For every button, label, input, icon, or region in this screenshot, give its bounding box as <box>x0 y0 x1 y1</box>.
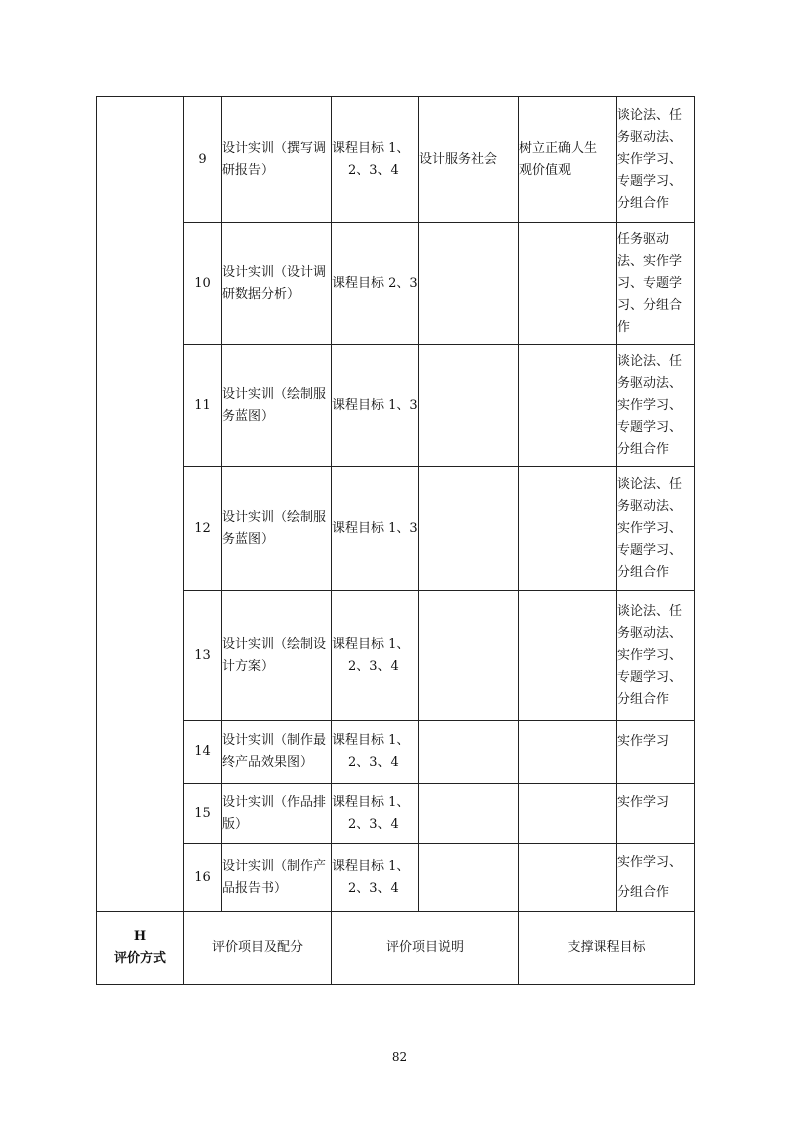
evaluation-header-row <box>97 912 695 985</box>
value-goal <box>519 223 617 345</box>
teaching-method: 谈论法、任 务驱动法、 实作学习、 专题学习、 分组合作 <box>617 591 695 721</box>
supporting-goals-header: 支撑课程目标 <box>519 912 695 985</box>
row-number: 11 <box>184 345 222 467</box>
evaluation-section-label <box>97 912 184 985</box>
section-title: 评价方式 <box>113 951 166 966</box>
table-row <box>97 223 695 345</box>
row-number: 12 <box>184 467 222 591</box>
table-row <box>97 844 695 912</box>
row-number: 10 <box>184 223 222 345</box>
table-row <box>97 97 695 223</box>
row-number: 16 <box>184 844 222 912</box>
table-row <box>97 721 695 784</box>
course-goal: 课程目标 1、3 <box>332 467 419 591</box>
table-row <box>97 467 695 591</box>
teaching-content: 设计实训（作品排 版） <box>222 784 332 844</box>
evaluation-items-header: 评价项目及配分 <box>184 912 332 985</box>
ideological-element <box>419 721 519 784</box>
ideological-element <box>419 844 519 912</box>
value-goal <box>519 591 617 721</box>
course-goal: 课程目标 1、 2、3、4 <box>332 844 419 912</box>
course-goal: 课程目标 1、 2、3、4 <box>332 591 419 721</box>
teaching-content: 设计实训（绘制设 计方案） <box>222 591 332 721</box>
teaching-method: 任务驱动 法、实作学 习、专题学 习、分组合 作 <box>617 223 695 345</box>
page-number: 82 <box>391 1050 408 1064</box>
course-goal: 课程目标 1、 2、3、4 <box>332 784 419 844</box>
teaching-method: 谈论法、任 务驱动法、 实作学习、 专题学习、 分组合作 <box>617 467 695 591</box>
course-schedule-table <box>96 96 695 985</box>
teaching-content: 设计实训（制作产 品报告书） <box>222 844 332 912</box>
teaching-method: 谈论法、任 务驱动法、 实作学习、 专题学习、 分组合作 <box>617 345 695 467</box>
table-row <box>97 345 695 467</box>
value-goal <box>519 721 617 784</box>
ideological-element <box>419 784 519 844</box>
table-row <box>97 784 695 844</box>
table-row <box>97 591 695 721</box>
teaching-content: 设计实训（制作最 终产品效果图） <box>222 721 332 784</box>
teaching-method: 实作学习 <box>617 721 695 784</box>
row-number: 13 <box>184 591 222 721</box>
row-number: 9 <box>184 97 222 223</box>
teaching-method: 实作学习 <box>617 784 695 844</box>
row-number: 15 <box>184 784 222 844</box>
value-goal <box>519 345 617 467</box>
value-goal <box>519 784 617 844</box>
ideological-element <box>419 345 519 467</box>
value-goal <box>519 844 617 912</box>
course-goal: 课程目标 1、 2、3、4 <box>332 721 419 784</box>
value-goal <box>519 467 617 591</box>
section-label-cell <box>97 97 184 912</box>
teaching-method: 谈论法、任 务驱动法、 实作学习、 专题学习、 分组合作 <box>617 97 695 223</box>
teaching-content: 设计实训（绘制服 务蓝图） <box>222 467 332 591</box>
course-goal: 课程目标 1、 2、3、4 <box>332 97 419 223</box>
ideological-element <box>419 591 519 721</box>
course-goal: 课程目标 1、3 <box>332 345 419 467</box>
ideological-element <box>419 467 519 591</box>
value-goal: 树立正确人生 观价值观 <box>519 97 617 223</box>
evaluation-description-header: 评价项目说明 <box>332 912 519 985</box>
ideological-element: 设计服务社会 <box>419 97 519 223</box>
teaching-content: 设计实训（设计调 研数据分析） <box>222 223 332 345</box>
teaching-method: 实作学习、 分组合作 <box>617 844 695 912</box>
teaching-content: 设计实训（绘制服 务蓝图） <box>222 345 332 467</box>
section-letter: H <box>133 929 147 944</box>
course-goal: 课程目标 2、3 <box>332 223 419 345</box>
ideological-element <box>419 223 519 345</box>
teaching-content: 设计实训（撰写调 研报告） <box>222 97 332 223</box>
row-number: 14 <box>184 721 222 784</box>
